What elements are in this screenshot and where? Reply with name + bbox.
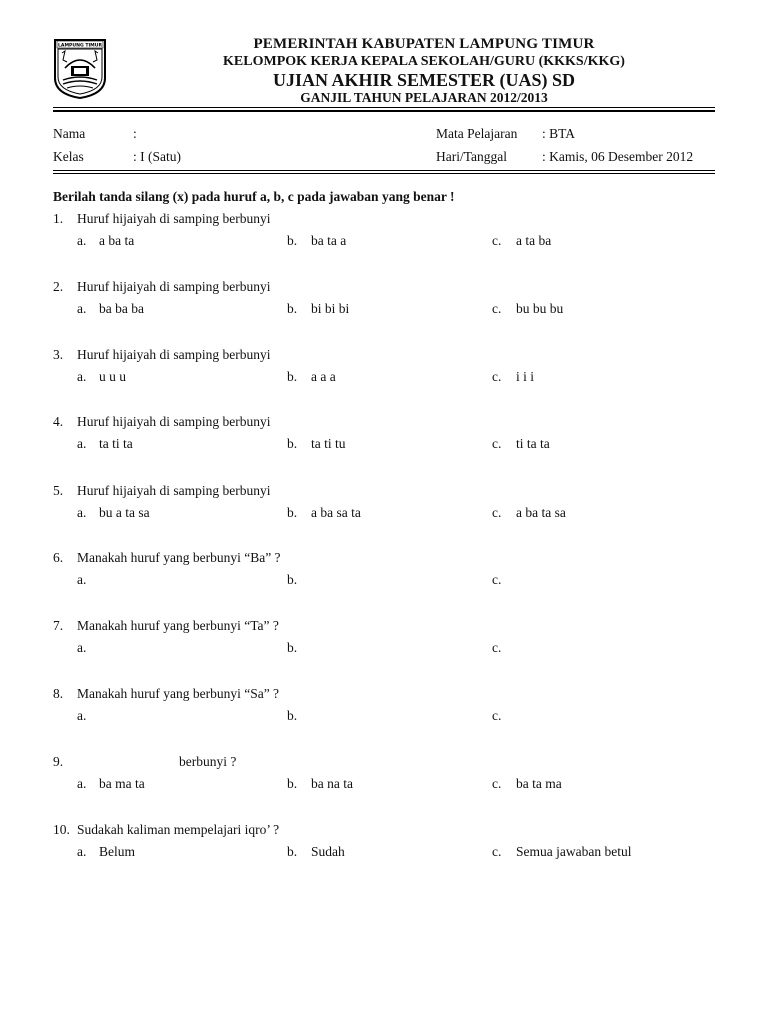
option-a-letter[interactable]: a. xyxy=(77,505,87,520)
lampung-timur-emblem xyxy=(53,38,107,100)
question-number: 4. xyxy=(53,414,64,429)
option-c[interactable]: ti ta ta xyxy=(516,436,550,451)
option-b-letter[interactable]: b. xyxy=(287,436,298,451)
option-c-letter[interactable]: c. xyxy=(492,708,502,723)
option-a-letter[interactable]: a. xyxy=(77,301,87,316)
question-2 xyxy=(0,279,768,339)
option-b-letter[interactable]: b. xyxy=(287,233,298,248)
option-b[interactable]: ta ti tu xyxy=(311,436,346,451)
option-c-letter[interactable]: c. xyxy=(492,776,502,791)
option-a-letter[interactable]: a. xyxy=(77,640,87,655)
tanggal-value: : Kamis, 06 Desember 2012 xyxy=(542,149,694,164)
option-c[interactable]: Semua jawaban betul xyxy=(516,844,632,859)
option-c-letter[interactable]: c. xyxy=(492,505,502,520)
option-b-letter[interactable]: b. xyxy=(287,640,298,655)
question-text: Huruf hijaiyah di samping berbunyi xyxy=(77,414,271,429)
option-c-letter[interactable]: c. xyxy=(492,436,502,451)
option-c[interactable]: a ba ta sa xyxy=(516,505,566,520)
option-a-letter[interactable]: a. xyxy=(77,233,87,248)
option-b[interactable]: bi bi bi xyxy=(311,301,350,316)
option-a-letter[interactable]: a. xyxy=(77,844,87,859)
question-number: 6. xyxy=(53,550,64,565)
option-c[interactable]: bu bu bu xyxy=(516,301,564,316)
question-text: Manakah huruf yang berbunyi “Sa” ? xyxy=(77,686,280,701)
option-b[interactable]: a a a xyxy=(311,369,336,384)
header-exam-title: UJIAN AKHIR SEMESTER (UAS) SD xyxy=(272,70,576,90)
question-1 xyxy=(0,211,768,271)
nama-value: : xyxy=(133,126,137,141)
option-b[interactable]: ba na ta xyxy=(311,776,353,791)
question-number: 7. xyxy=(53,618,64,633)
question-text: Huruf hijaiyah di samping berbunyi xyxy=(77,483,271,498)
option-c-letter[interactable]: c. xyxy=(492,572,502,587)
question-8 xyxy=(0,686,768,746)
kelas-value: : I (Satu) xyxy=(133,149,181,164)
option-b-letter[interactable]: b. xyxy=(287,708,298,723)
option-c[interactable]: ba ta ma xyxy=(516,776,562,791)
option-b-letter[interactable]: b. xyxy=(287,301,298,316)
option-a-letter[interactable]: a. xyxy=(77,776,87,791)
option-a[interactable]: ba ba ba xyxy=(99,301,144,316)
question-text: Huruf hijaiyah di samping berbunyi xyxy=(77,211,271,226)
kelas-label: Kelas xyxy=(53,149,84,164)
option-c-letter[interactable]: c. xyxy=(492,640,502,655)
option-b-letter[interactable]: b. xyxy=(287,572,298,587)
option-b[interactable]: ba ta a xyxy=(311,233,347,248)
exam-header xyxy=(120,36,728,106)
tanggal-label: Hari/Tanggal xyxy=(436,149,508,164)
question-number: 9. xyxy=(53,754,64,769)
option-a[interactable]: bu a ta sa xyxy=(99,505,150,520)
question-number: 1. xyxy=(53,211,64,226)
question-number: 2. xyxy=(53,279,64,294)
question-3 xyxy=(0,347,768,407)
option-c-letter[interactable]: c. xyxy=(492,844,502,859)
question-text: berbunyi ? xyxy=(179,754,237,769)
question-6 xyxy=(0,550,768,610)
option-b[interactable]: Sudah xyxy=(311,844,345,859)
option-c-letter[interactable]: c. xyxy=(492,301,502,316)
option-a-letter[interactable]: a. xyxy=(77,369,87,384)
question-text: Huruf hijaiyah di samping berbunyi xyxy=(77,279,271,294)
question-number: 10. xyxy=(53,822,70,837)
question-9 xyxy=(0,754,768,814)
question-number: 5. xyxy=(53,483,64,498)
option-a[interactable]: u u u xyxy=(99,369,126,384)
header-government: PEMERINTAH KABUPATEN LAMPUNG TIMUR xyxy=(253,36,595,52)
option-a-letter[interactable]: a. xyxy=(77,708,87,723)
instruction: Berilah tanda silang (x) pada huruf a, b, c pada jawaban yang benar ! xyxy=(53,189,455,204)
identity-divider-2 xyxy=(53,173,715,174)
option-b-letter[interactable]: b. xyxy=(287,369,298,384)
question-number: 8. xyxy=(53,686,64,701)
svg-text:LAMPUNG TIMUR: LAMPUNG TIMUR xyxy=(57,43,103,49)
option-a-letter[interactable]: a. xyxy=(77,436,87,451)
identity-divider xyxy=(53,170,715,171)
option-a[interactable]: ta ti ta xyxy=(99,436,133,451)
header-working-group: KELOMPOK KERJA KEPALA SEKOLAH/GURU (KKKS/KKG) xyxy=(223,54,625,69)
option-b-letter[interactable]: b. xyxy=(287,505,298,520)
option-c-letter[interactable]: c. xyxy=(492,369,502,384)
question-number: 3. xyxy=(53,347,64,362)
mapel-value: : BTA xyxy=(542,126,576,141)
header-academic-year: GANJIL TAHUN PELAJARAN 2012/2013 xyxy=(300,90,548,105)
option-b-letter[interactable]: b. xyxy=(287,844,298,859)
option-c-letter[interactable]: c. xyxy=(492,233,502,248)
nama-label: Nama xyxy=(53,126,86,141)
option-b[interactable]: a ba sa ta xyxy=(311,505,361,520)
question-text: Sudakah kaliman mempelajari iqro’ ? xyxy=(77,822,280,837)
option-a[interactable]: ba ma ta xyxy=(99,776,145,791)
option-b-letter[interactable]: b. xyxy=(287,776,298,791)
question-5 xyxy=(0,483,768,543)
option-a[interactable]: Belum xyxy=(99,844,135,859)
question-text: Huruf hijaiyah di samping berbunyi xyxy=(77,347,271,362)
option-a[interactable]: a ba ta xyxy=(99,233,135,248)
header-divider xyxy=(53,107,715,108)
option-c[interactable]: a ta ba xyxy=(516,233,552,248)
mapel-label: Mata Pelajaran xyxy=(436,126,518,141)
question-10 xyxy=(0,822,768,882)
header-divider-thick xyxy=(53,110,715,112)
option-a-letter[interactable]: a. xyxy=(77,572,87,587)
question-text: Manakah huruf yang berbunyi “Ba” ? xyxy=(77,550,281,565)
question-7 xyxy=(0,618,768,678)
question-text: Manakah huruf yang berbunyi “Ta” ? xyxy=(77,618,279,633)
option-c[interactable]: i i i xyxy=(516,369,535,384)
question-4 xyxy=(0,414,768,474)
